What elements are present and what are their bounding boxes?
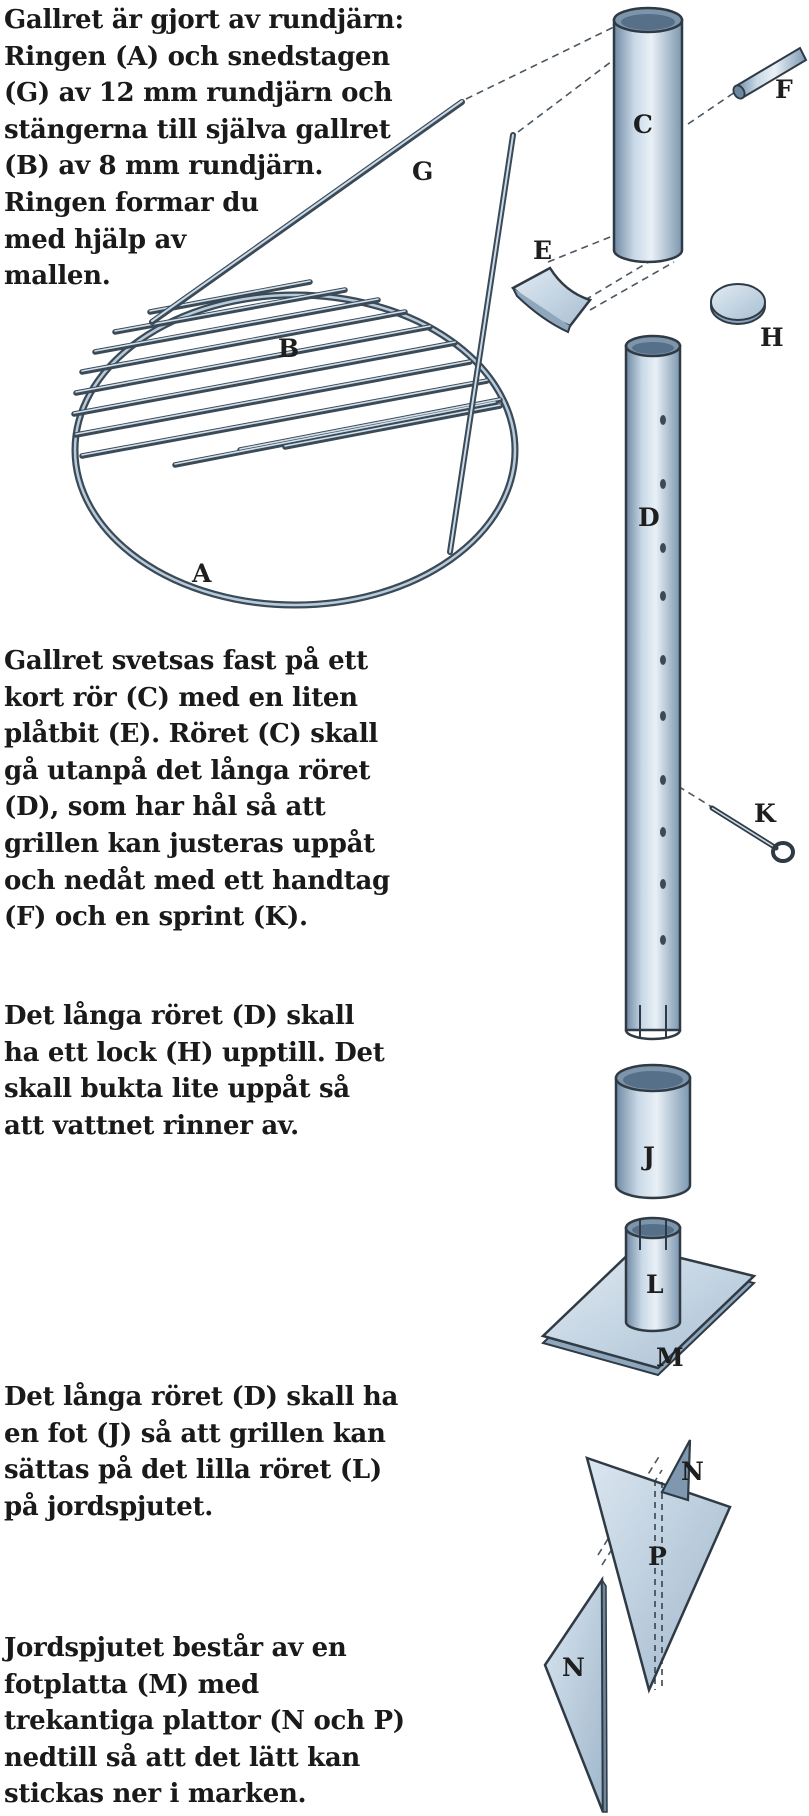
label-c: C [633,110,653,139]
grate-bars [74,281,500,465]
grate-description: Gallret är gjort av rundjärn: Ringen (A) och snedstagen (G) av 12 mm rundjärn och stängerna till själva gallret (B) av 8 mm rundjärn. Ringen formar du med hjälp av mallen. [4,5,404,292]
label-a: A [192,559,212,588]
label-n-lower: N [562,1653,585,1682]
label-l: L [646,1270,664,1299]
spike-plate-p [587,1458,730,1690]
label-f: F [775,75,793,104]
label-d: D [638,503,660,532]
label-m: M [656,1343,684,1372]
label-e: E [533,236,553,265]
foot-description: Det långa röret (D) skall ha en fot (J) så att grillen kan sättas på det lilla röret (L) på jordspjutet. [4,1382,399,1522]
pin [712,808,793,861]
label-k: K [754,799,776,828]
foot-tube [616,1065,690,1198]
label-j: J [643,1142,655,1171]
label-g: G [412,157,434,186]
label-n-upper: N [681,1457,704,1486]
lid [711,284,765,324]
spike-plate-n-lower [545,1580,607,1812]
long-tube [626,336,680,1039]
label-h: H [760,323,784,352]
lid-description: Det långa röret (D) skall ha ett lock (H) upptill. Det skall bukta lite uppåt så att vattnet rinner av. [4,1001,385,1141]
plate-piece [513,268,590,332]
tube-description: Gallret svetsas fast på ett kort rör (C) med en liten plåtbit (E). Röret (C) skall gå utanpå det långa röret (D), som har hål så att grillen kan justeras uppåt och nedåt med ett handtag (F) och en sprint (K). [4,646,390,933]
label-p: P [648,1542,667,1571]
spike-description: Jordspjutet består av en fotplatta (M) med trekantiga plattor (N och P) nedtill så att det lätt kan stickas ner i marken. [4,1633,405,1810]
handle [731,48,806,101]
label-b: B [278,334,300,363]
